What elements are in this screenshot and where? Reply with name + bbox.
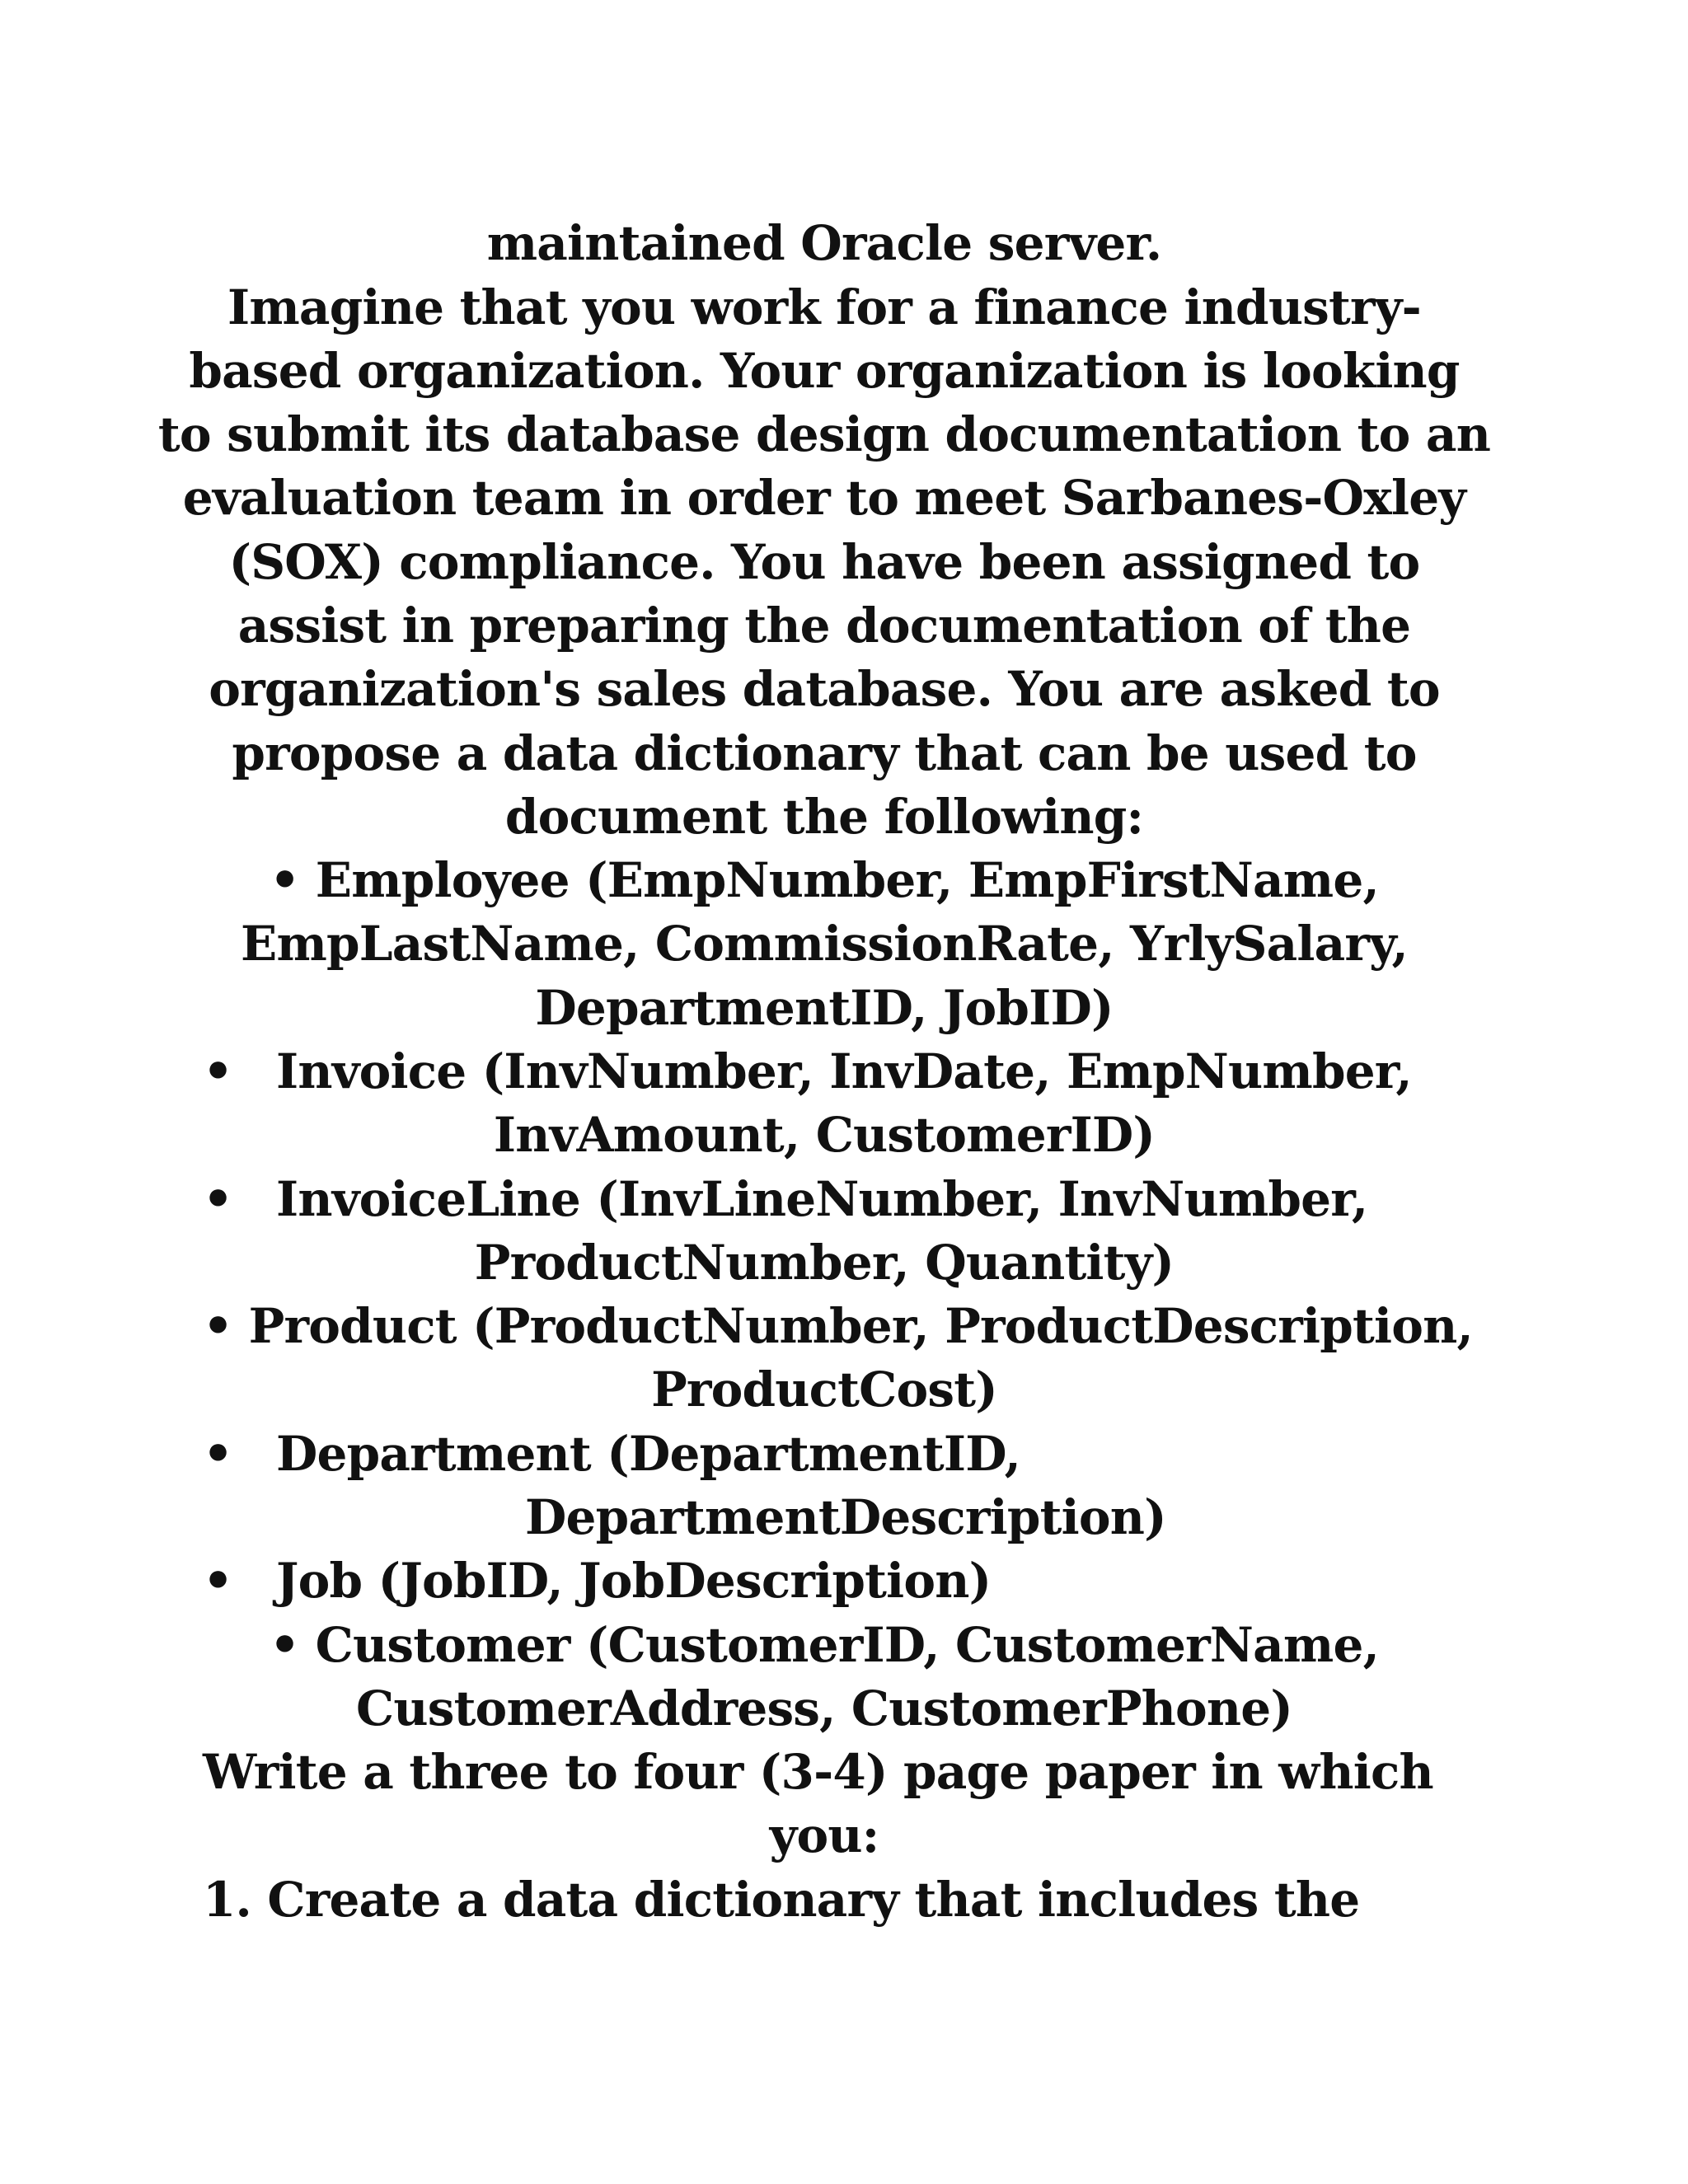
list-item-employee: • Employee (EmpNumber, EmpFirstName, (270, 852, 1379, 908)
list-item-invoice-cont: InvAmount, CustomerID) (493, 1107, 1156, 1163)
list-item-employee-cont-1: EmpLastName, CommissionRate, YrlySalary, (241, 916, 1408, 972)
text-line-7: assist in preparing the documentation of the (237, 598, 1411, 654)
bullet-job: • (203, 1553, 234, 1609)
list-item-customer: • Customer (CustomerID, CustomerName, (270, 1617, 1379, 1673)
text-line-4: to submit its database design documentation to an (157, 406, 1491, 462)
bullet-department: • (203, 1426, 234, 1482)
text-line-10: document the following: (504, 789, 1144, 845)
list-item-invoiceline: InvoiceLine (InvLineNumber, InvNumber, (276, 1171, 1368, 1227)
list-item-invoice: Invoice (InvNumber, InvDate, EmpNumber, (276, 1043, 1412, 1099)
list-item-product-cont: ProductCost) (651, 1361, 997, 1418)
text-line-3: based organization. Your organization is looking (189, 343, 1460, 399)
list-item-customer-cont: CustomerAddress, CustomerPhone) (355, 1680, 1293, 1736)
bullet-invoice: • (203, 1043, 234, 1099)
list-item-invoiceline-cont: ProductNumber, Quantity) (474, 1235, 1175, 1291)
text-line-1: maintained Oracle server. (486, 215, 1162, 271)
list-item-job: Job (JobID, JobDescription) (276, 1553, 992, 1609)
list-item-product: • Product (ProductNumber, ProductDescription, (203, 1298, 1473, 1354)
list-item-department-cont: DepartmentDescription) (525, 1489, 1166, 1545)
text-line-you: you: (769, 1807, 879, 1863)
text-line-9: propose a data dictionary that can be used to (232, 725, 1417, 781)
text-line-5: evaluation team in order to meet Sarbanes-Oxley (182, 470, 1466, 526)
list-item-department: Department (DepartmentID, (276, 1426, 1021, 1482)
list-item-employee-cont-2: DepartmentID, JobID) (535, 980, 1114, 1036)
text-line-8: organization's sales database. You are asked to (209, 661, 1440, 717)
bullet-invoiceline: • (203, 1171, 234, 1227)
text-line-6: (SOX) compliance. You have been assigned to (228, 534, 1420, 590)
numbered-item-1: 1. Create a data dictionary that includes the (203, 1872, 1360, 1928)
text-line-write: Write a three to four (3-4) page paper in which (203, 1744, 1433, 1800)
text-line-2: Imagine that you work for a finance industry- (227, 279, 1421, 335)
